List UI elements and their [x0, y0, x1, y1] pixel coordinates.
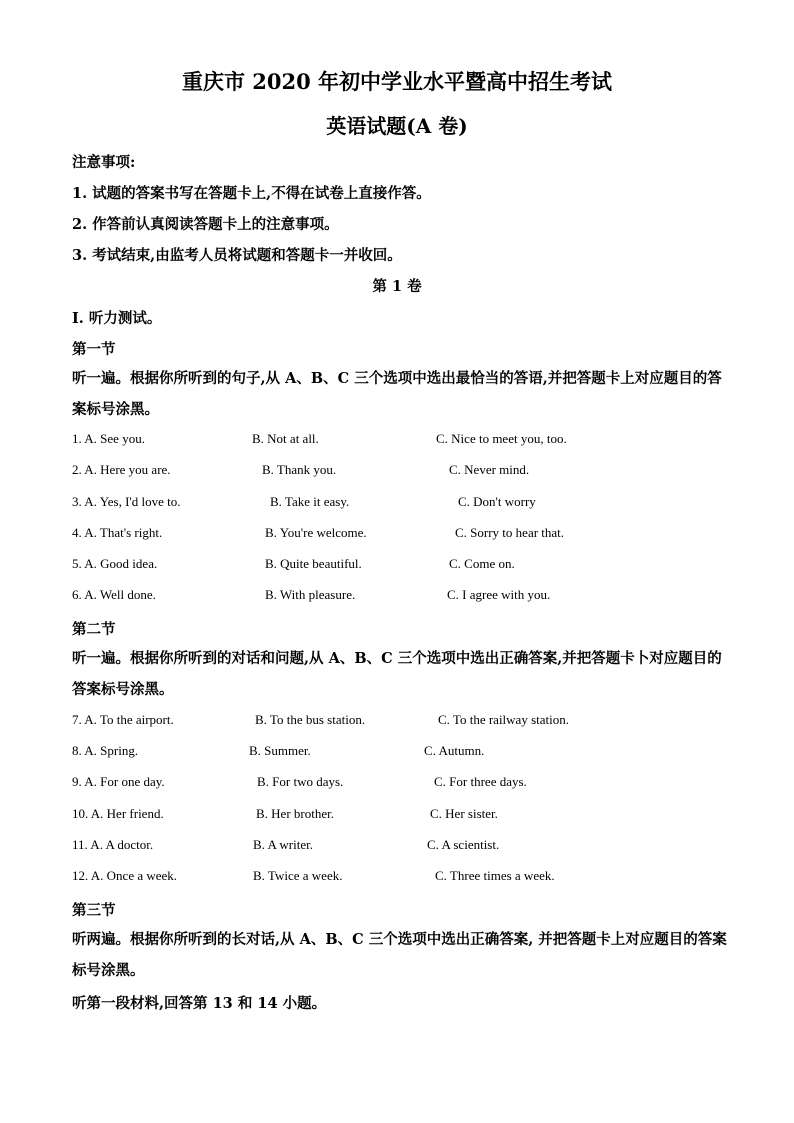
option-b: B. Her brother.: [256, 806, 334, 821]
section-instruction: 听一遍。根据你所听到的对话和问题,从 A、B、C 三个选项中选出正确答案,并把答题卡卜对应题目的答案标号涂黑。: [72, 650, 722, 698]
option-b: B. Summer.: [249, 743, 311, 758]
option-b: B. Twice a week.: [253, 868, 343, 883]
question-row: [72, 774, 732, 794]
option-c: C. Come on.: [449, 556, 515, 571]
question-row: [72, 431, 732, 451]
option-b: B. Take it easy.: [270, 494, 350, 509]
question-row: [72, 587, 732, 607]
section-instruction: 听两遍。根据你所听到的长对话,从 A、B、C 三个选项中选出正确答案, 并把答题卡上对应题目的答案标号涂黑。: [72, 931, 727, 979]
question-row: [72, 837, 732, 857]
section-note: 听第一段材料,回答第 13 和 14 小题。: [72, 995, 327, 1012]
option-a: 9. A. For one day.: [72, 774, 165, 789]
option-b: B. Not at all.: [252, 431, 319, 446]
option-c: C. Her sister.: [430, 806, 498, 821]
section-heading: 第二节: [72, 621, 116, 638]
option-c: C. Autumn.: [424, 743, 485, 758]
option-a: 7. A. To the airport.: [72, 712, 174, 727]
option-c: C. I agree with you.: [447, 587, 551, 602]
question-row: [72, 494, 732, 514]
question-row: [72, 556, 732, 576]
notice-item: 2. 作答前认真阅读答题卡上的注意事项。: [72, 216, 339, 233]
section-heading: 第三节: [72, 902, 116, 919]
option-b: B. For two days.: [257, 774, 344, 789]
volume-label: 第 1 卷: [372, 278, 422, 295]
option-c: C. A scientist.: [427, 837, 500, 852]
question-row: [72, 806, 732, 826]
section-heading: 第一节: [72, 341, 116, 358]
question-row: [72, 868, 732, 888]
option-c: C. Never mind.: [449, 462, 530, 477]
option-b: B. You're welcome.: [265, 525, 367, 540]
question-row: [72, 743, 732, 763]
option-c: C. To the railway station.: [438, 712, 569, 727]
notice-item: 1. 试题的答案书写在答题卡上,不得在试卷上直接作答。: [72, 185, 431, 202]
option-c: C. Nice to meet you, too.: [436, 431, 567, 446]
option-a: 3. A. Yes, I'd love to.: [72, 494, 181, 509]
page-title: 重庆市 2020 年初中学业水平暨高中招生考试: [181, 69, 613, 94]
question-row: [72, 712, 732, 732]
option-a: 12. A. Once a week.: [72, 868, 178, 883]
option-a: 4. A. That's right.: [72, 525, 163, 540]
option-b: B. To the bus station.: [255, 712, 366, 727]
option-c: C. Sorry to hear that.: [455, 525, 565, 540]
notice-heading: 注意事项:: [72, 154, 136, 171]
option-a: 5. A. Good idea.: [72, 556, 158, 571]
option-a: 2. A. Here you are.: [72, 462, 171, 477]
question-row: [72, 525, 732, 545]
option-c: C. Three times a week.: [435, 868, 555, 883]
notice-item: 3. 考试结束,由监考人员将试题和答题卡一并收回。: [72, 247, 402, 264]
option-b: B. With pleasure.: [265, 587, 356, 602]
option-b: B. A writer.: [253, 837, 313, 852]
option-a: 6. A. Well done.: [72, 587, 156, 602]
option-b: B. Thank you.: [262, 462, 337, 477]
question-row: [72, 462, 732, 482]
part-heading: I. 听力测试。: [72, 310, 162, 327]
option-a: 11. A. A doctor.: [72, 837, 154, 852]
option-a: 10. A. Her friend.: [72, 806, 164, 821]
option-c: C. Don't worry: [458, 494, 536, 509]
section-instruction: 听一遍。根据你所听到的句子,从 A、B、C 三个选项中选出最恰当的答语,并把答题卡上对应题目的答案标号涂黑。: [72, 370, 722, 418]
page-subtitle: 英语试题(A 卷): [326, 114, 468, 138]
option-a: 8. A. Spring.: [72, 743, 139, 758]
option-b: B. Quite beautiful.: [265, 556, 362, 571]
option-c: C. For three days.: [434, 774, 527, 789]
option-a: 1. A. See you.: [72, 431, 145, 446]
